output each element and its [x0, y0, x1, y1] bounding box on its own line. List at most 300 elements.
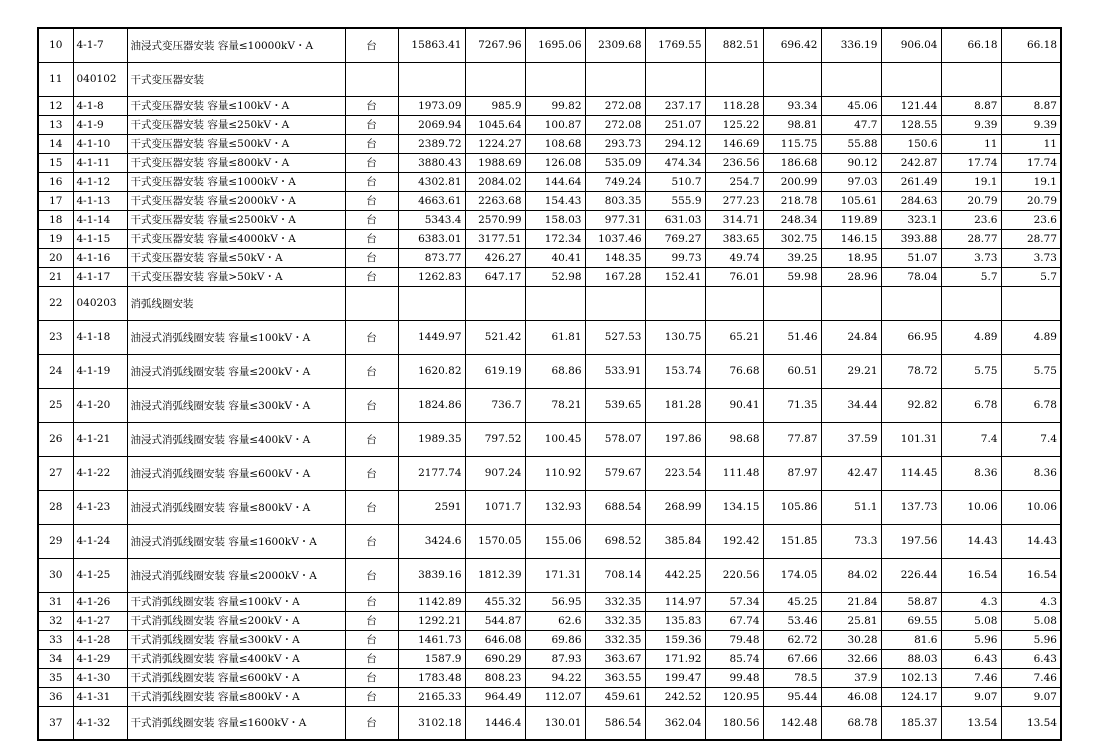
- value-cell: 172.34: [525, 229, 585, 248]
- item-name: 油浸式变压器安装 容量≤10000kV・A: [127, 28, 345, 62]
- row-number: 34: [38, 649, 73, 668]
- row-number: 10: [38, 28, 73, 62]
- value-cell: 99.82: [525, 96, 585, 115]
- value-cell: 158.03: [525, 210, 585, 229]
- value-cell: 20.79: [1001, 191, 1061, 210]
- value-cell: 146.69: [705, 134, 763, 153]
- quota-code: 4-1-30: [73, 668, 127, 687]
- item-name: 干式变压器安装 容量≤50kV・A: [127, 248, 345, 267]
- value-cell: 9.07: [941, 687, 1001, 706]
- item-name: 油浸式消弧线圈安装 容量≤300kV・A: [127, 388, 345, 422]
- table-row: [38, 191, 1061, 210]
- value-cell: 5.08: [1001, 611, 1061, 630]
- value-cell: 128.55: [881, 115, 941, 134]
- value-cell: 66.18: [1001, 28, 1061, 62]
- unit: 台: [345, 649, 398, 668]
- value-cell: 17.74: [1001, 153, 1061, 172]
- value-cell: 272.08: [585, 115, 645, 134]
- value-cell: 9.07: [1001, 687, 1061, 706]
- value-cell: 2591: [398, 490, 465, 524]
- value-cell: 101.31: [881, 422, 941, 456]
- value-cell: 7.4: [1001, 422, 1061, 456]
- value-cell: 130.75: [645, 320, 705, 354]
- value-cell: 363.67: [585, 649, 645, 668]
- value-cell: 5.7: [1001, 267, 1061, 286]
- item-name: 干式消弧线圈安装 容量≤800kV・A: [127, 687, 345, 706]
- quota-code: 4-1-20: [73, 388, 127, 422]
- table-row: [38, 611, 1061, 630]
- row-number: 13: [38, 115, 73, 134]
- value-cell: [881, 286, 941, 320]
- value-cell: 119.89: [821, 210, 881, 229]
- table-row: [38, 134, 1061, 153]
- value-cell: 68.86: [525, 354, 585, 388]
- quota-code: 4-1-26: [73, 592, 127, 611]
- value-cell: 4.89: [1001, 320, 1061, 354]
- value-cell: 76.68: [705, 354, 763, 388]
- value-cell: 200.99: [763, 172, 821, 191]
- value-cell: 5.08: [941, 611, 1001, 630]
- value-cell: 15863.41: [398, 28, 465, 62]
- value-cell: 3.73: [941, 248, 1001, 267]
- quota-code: 040203: [73, 286, 127, 320]
- value-cell: 1262.83: [398, 267, 465, 286]
- value-cell: 13.54: [941, 706, 1001, 740]
- item-name: 油浸式消弧线圈安装 容量≤200kV・A: [127, 354, 345, 388]
- value-cell: 749.24: [585, 172, 645, 191]
- value-cell: 277.23: [705, 191, 763, 210]
- value-cell: 34.44: [821, 388, 881, 422]
- value-cell: 1783.48: [398, 668, 465, 687]
- unit: 台: [345, 134, 398, 153]
- value-cell: 2084.02: [465, 172, 525, 191]
- value-cell: 135.83: [645, 611, 705, 630]
- quota-code: 4-1-24: [73, 524, 127, 558]
- value-cell: 20.79: [941, 191, 1001, 210]
- value-cell: [645, 286, 705, 320]
- value-cell: 37.59: [821, 422, 881, 456]
- value-cell: [525, 286, 585, 320]
- value-cell: 11: [941, 134, 1001, 153]
- value-cell: 151.85: [763, 524, 821, 558]
- item-name: 油浸式消弧线圈安装 容量≤400kV・A: [127, 422, 345, 456]
- value-cell: 242.87: [881, 153, 941, 172]
- value-cell: 690.29: [465, 649, 525, 668]
- value-cell: 336.19: [821, 28, 881, 62]
- value-cell: 426.27: [465, 248, 525, 267]
- value-cell: 9.39: [1001, 115, 1061, 134]
- value-cell: 51.46: [763, 320, 821, 354]
- value-cell: 28.77: [941, 229, 1001, 248]
- value-cell: 62.72: [763, 630, 821, 649]
- item-name: 干式变压器安装 容量>50kV・A: [127, 267, 345, 286]
- quota-code: 4-1-28: [73, 630, 127, 649]
- value-cell: 284.63: [881, 191, 941, 210]
- value-cell: 619.19: [465, 354, 525, 388]
- row-number: 37: [38, 706, 73, 740]
- item-name: 油浸式消弧线圈安装 容量≤100kV・A: [127, 320, 345, 354]
- item-name: 油浸式消弧线圈安装 容量≤2000kV・A: [127, 558, 345, 592]
- value-cell: 521.42: [465, 320, 525, 354]
- row-number: 29: [38, 524, 73, 558]
- value-cell: 1224.27: [465, 134, 525, 153]
- value-cell: 533.91: [585, 354, 645, 388]
- quota-code: 4-1-29: [73, 649, 127, 668]
- value-cell: 254.7: [705, 172, 763, 191]
- value-cell: 84.02: [821, 558, 881, 592]
- value-cell: 294.12: [645, 134, 705, 153]
- value-cell: 555.9: [645, 191, 705, 210]
- row-number: 17: [38, 191, 73, 210]
- value-cell: 130.01: [525, 706, 585, 740]
- unit: 台: [345, 248, 398, 267]
- value-cell: 137.73: [881, 490, 941, 524]
- value-cell: 5.75: [1001, 354, 1061, 388]
- value-cell: 7.4: [941, 422, 1001, 456]
- value-cell: 142.48: [763, 706, 821, 740]
- value-cell: 455.32: [465, 592, 525, 611]
- value-cell: 108.68: [525, 134, 585, 153]
- unit: 台: [345, 422, 398, 456]
- value-cell: 199.47: [645, 668, 705, 687]
- value-cell: 3839.16: [398, 558, 465, 592]
- value-cell: 1461.73: [398, 630, 465, 649]
- value-cell: 78.21: [525, 388, 585, 422]
- table-row: [38, 267, 1061, 286]
- value-cell: 332.35: [585, 611, 645, 630]
- table-row: [38, 422, 1061, 456]
- unit: 台: [345, 210, 398, 229]
- table-row: [38, 320, 1061, 354]
- table-row: [38, 153, 1061, 172]
- value-cell: 197.86: [645, 422, 705, 456]
- value-cell: 1446.4: [465, 706, 525, 740]
- table-row: [38, 96, 1061, 115]
- quota-code: 4-1-15: [73, 229, 127, 248]
- value-cell: 167.28: [585, 267, 645, 286]
- value-cell: 1570.05: [465, 524, 525, 558]
- value-cell: 69.86: [525, 630, 585, 649]
- value-cell: 708.14: [585, 558, 645, 592]
- value-cell: 59.98: [763, 267, 821, 286]
- value-cell: 100.87: [525, 115, 585, 134]
- value-cell: 544.87: [465, 611, 525, 630]
- value-cell: 1071.7: [465, 490, 525, 524]
- row-number: 26: [38, 422, 73, 456]
- value-cell: 97.03: [821, 172, 881, 191]
- value-cell: 148.35: [585, 248, 645, 267]
- value-cell: 197.56: [881, 524, 941, 558]
- value-cell: 7.46: [1001, 668, 1061, 687]
- value-cell: 49.74: [705, 248, 763, 267]
- value-cell: [941, 62, 1001, 96]
- unit: 台: [345, 191, 398, 210]
- table-row: [38, 687, 1061, 706]
- value-cell: 23.6: [1001, 210, 1061, 229]
- value-cell: [465, 62, 525, 96]
- quota-code: 4-1-12: [73, 172, 127, 191]
- value-cell: [465, 286, 525, 320]
- quota-code: 4-1-21: [73, 422, 127, 456]
- value-cell: [821, 286, 881, 320]
- unit: 台: [345, 153, 398, 172]
- value-cell: [941, 286, 1001, 320]
- item-name: 干式消弧线圈安装 容量≤200kV・A: [127, 611, 345, 630]
- table-row: [38, 524, 1061, 558]
- table-row: [38, 490, 1061, 524]
- value-cell: 19.1: [941, 172, 1001, 191]
- quota-code: 4-1-16: [73, 248, 127, 267]
- value-cell: 8.36: [1001, 456, 1061, 490]
- value-cell: 19.1: [1001, 172, 1061, 191]
- unit: 台: [345, 172, 398, 191]
- value-cell: 52.98: [525, 267, 585, 286]
- value-cell: 1812.39: [465, 558, 525, 592]
- unit: 台: [345, 96, 398, 115]
- value-cell: 155.06: [525, 524, 585, 558]
- unit: 台: [345, 668, 398, 687]
- row-number: 15: [38, 153, 73, 172]
- item-name: 干式变压器安装 容量≤4000kV・A: [127, 229, 345, 248]
- quota-code: 4-1-31: [73, 687, 127, 706]
- unit: 台: [345, 456, 398, 490]
- value-cell: 539.65: [585, 388, 645, 422]
- value-cell: 78.5: [763, 668, 821, 687]
- value-cell: 57.34: [705, 592, 763, 611]
- value-cell: 646.08: [465, 630, 525, 649]
- item-name: 干式变压器安装 容量≤2000kV・A: [127, 191, 345, 210]
- value-cell: 185.37: [881, 706, 941, 740]
- value-cell: [645, 62, 705, 96]
- row-number: 33: [38, 630, 73, 649]
- value-cell: 332.35: [585, 592, 645, 611]
- value-cell: 363.55: [585, 668, 645, 687]
- unit: 台: [345, 687, 398, 706]
- value-cell: 62.6: [525, 611, 585, 630]
- row-number: 30: [38, 558, 73, 592]
- value-cell: 192.42: [705, 524, 763, 558]
- unit: 台: [345, 558, 398, 592]
- table-row: [38, 248, 1061, 267]
- value-cell: 272.08: [585, 96, 645, 115]
- value-cell: 696.42: [763, 28, 821, 62]
- value-cell: 9.39: [941, 115, 1001, 134]
- value-cell: 2177.74: [398, 456, 465, 490]
- value-cell: 8.87: [1001, 96, 1061, 115]
- value-cell: 28.77: [1001, 229, 1061, 248]
- table-row: [38, 229, 1061, 248]
- table-row: [38, 592, 1061, 611]
- value-cell: 93.34: [763, 96, 821, 115]
- value-cell: 92.82: [881, 388, 941, 422]
- value-cell: 5.75: [941, 354, 1001, 388]
- item-name: 油浸式消弧线圈安装 容量≤600kV・A: [127, 456, 345, 490]
- item-name: 油浸式消弧线圈安装 容量≤800kV・A: [127, 490, 345, 524]
- value-cell: 4.3: [1001, 592, 1061, 611]
- value-cell: 110.92: [525, 456, 585, 490]
- value-cell: 4302.81: [398, 172, 465, 191]
- row-number: 27: [38, 456, 73, 490]
- value-cell: 8.36: [941, 456, 1001, 490]
- value-cell: 236.56: [705, 153, 763, 172]
- value-cell: [763, 62, 821, 96]
- value-cell: 1988.69: [465, 153, 525, 172]
- quota-code: 4-1-14: [73, 210, 127, 229]
- value-cell: 150.6: [881, 134, 941, 153]
- value-cell: 61.81: [525, 320, 585, 354]
- quota-table: [37, 27, 1062, 741]
- row-number: 20: [38, 248, 73, 267]
- value-cell: 153.74: [645, 354, 705, 388]
- value-cell: [585, 62, 645, 96]
- value-cell: 6.43: [941, 649, 1001, 668]
- value-cell: 4663.61: [398, 191, 465, 210]
- row-number: 31: [38, 592, 73, 611]
- value-cell: 46.08: [821, 687, 881, 706]
- value-cell: 314.71: [705, 210, 763, 229]
- value-cell: 10.06: [1001, 490, 1061, 524]
- value-cell: 51.1: [821, 490, 881, 524]
- value-cell: 218.78: [763, 191, 821, 210]
- value-cell: 383.65: [705, 229, 763, 248]
- item-name: 干式消弧线圈安装 容量≤1600kV・A: [127, 706, 345, 740]
- value-cell: 77.87: [763, 422, 821, 456]
- value-cell: 98.68: [705, 422, 763, 456]
- value-cell: 873.77: [398, 248, 465, 267]
- value-cell: 5.7: [941, 267, 1001, 286]
- value-cell: 6.78: [941, 388, 1001, 422]
- value-cell: 393.88: [881, 229, 941, 248]
- value-cell: 146.15: [821, 229, 881, 248]
- value-cell: 154.43: [525, 191, 585, 210]
- unit: 台: [345, 115, 398, 134]
- value-cell: 332.35: [585, 630, 645, 649]
- value-cell: 977.31: [585, 210, 645, 229]
- value-cell: 803.35: [585, 191, 645, 210]
- value-cell: [398, 62, 465, 96]
- value-cell: 171.92: [645, 649, 705, 668]
- value-cell: [705, 62, 763, 96]
- value-cell: 3177.51: [465, 229, 525, 248]
- value-cell: 1620.82: [398, 354, 465, 388]
- table-row: [38, 668, 1061, 687]
- value-cell: 474.34: [645, 153, 705, 172]
- value-cell: 45.06: [821, 96, 881, 115]
- unit: 台: [345, 267, 398, 286]
- table-row: [38, 456, 1061, 490]
- value-cell: 114.97: [645, 592, 705, 611]
- value-cell: 67.74: [705, 611, 763, 630]
- item-name: 干式变压器安装 容量≤1000kV・A: [127, 172, 345, 191]
- value-cell: 4.3: [941, 592, 1001, 611]
- value-cell: 3880.43: [398, 153, 465, 172]
- table-row: [38, 706, 1061, 740]
- value-cell: 5.96: [941, 630, 1001, 649]
- value-cell: 171.31: [525, 558, 585, 592]
- value-cell: 985.9: [465, 96, 525, 115]
- value-cell: 1292.21: [398, 611, 465, 630]
- value-cell: 586.54: [585, 706, 645, 740]
- value-cell: 1695.06: [525, 28, 585, 62]
- row-number: 32: [38, 611, 73, 630]
- item-name: 消弧线圈安装: [127, 286, 345, 320]
- value-cell: 159.36: [645, 630, 705, 649]
- value-cell: 2069.94: [398, 115, 465, 134]
- quota-code: 4-1-10: [73, 134, 127, 153]
- row-number: 14: [38, 134, 73, 153]
- row-number: 28: [38, 490, 73, 524]
- value-cell: [1001, 286, 1061, 320]
- value-cell: 78.04: [881, 267, 941, 286]
- value-cell: 442.25: [645, 558, 705, 592]
- value-cell: 385.84: [645, 524, 705, 558]
- value-cell: 111.48: [705, 456, 763, 490]
- value-cell: 21.84: [821, 592, 881, 611]
- row-number: 16: [38, 172, 73, 191]
- value-cell: 882.51: [705, 28, 763, 62]
- value-cell: 30.28: [821, 630, 881, 649]
- unit: 台: [345, 28, 398, 62]
- value-cell: 37.9: [821, 668, 881, 687]
- value-cell: 24.84: [821, 320, 881, 354]
- value-cell: 66.18: [941, 28, 1001, 62]
- value-cell: [1001, 62, 1061, 96]
- value-cell: 105.61: [821, 191, 881, 210]
- value-cell: 51.07: [881, 248, 941, 267]
- table-body: [38, 28, 1061, 740]
- value-cell: 1037.46: [585, 229, 645, 248]
- item-name: 干式消弧线圈安装 容量≤300kV・A: [127, 630, 345, 649]
- value-cell: 55.88: [821, 134, 881, 153]
- value-cell: 736.7: [465, 388, 525, 422]
- value-cell: 631.03: [645, 210, 705, 229]
- value-cell: [881, 62, 941, 96]
- value-cell: 87.93: [525, 649, 585, 668]
- value-cell: 18.95: [821, 248, 881, 267]
- value-cell: 68.78: [821, 706, 881, 740]
- row-number: 12: [38, 96, 73, 115]
- table-row: [38, 388, 1061, 422]
- value-cell: 102.13: [881, 668, 941, 687]
- value-cell: 13.54: [1001, 706, 1061, 740]
- value-cell: 25.81: [821, 611, 881, 630]
- value-cell: 174.05: [763, 558, 821, 592]
- value-cell: 99.48: [705, 668, 763, 687]
- item-name: 干式消弧线圈安装 容量≤600kV・A: [127, 668, 345, 687]
- item-name: 干式变压器安装 容量≤500kV・A: [127, 134, 345, 153]
- value-cell: 28.96: [821, 267, 881, 286]
- value-cell: 144.64: [525, 172, 585, 191]
- value-cell: 688.54: [585, 490, 645, 524]
- value-cell: 1824.86: [398, 388, 465, 422]
- value-cell: 2570.99: [465, 210, 525, 229]
- value-cell: 535.09: [585, 153, 645, 172]
- row-number: 23: [38, 320, 73, 354]
- value-cell: 223.54: [645, 456, 705, 490]
- value-cell: 1449.97: [398, 320, 465, 354]
- unit: 台: [345, 354, 398, 388]
- value-cell: 115.75: [763, 134, 821, 153]
- value-cell: 7267.96: [465, 28, 525, 62]
- value-cell: 69.55: [881, 611, 941, 630]
- quota-code: 4-1-17: [73, 267, 127, 286]
- quota-code: 4-1-23: [73, 490, 127, 524]
- value-cell: 99.73: [645, 248, 705, 267]
- value-cell: 11: [1001, 134, 1061, 153]
- value-cell: 6.78: [1001, 388, 1061, 422]
- value-cell: 964.49: [465, 687, 525, 706]
- value-cell: 40.41: [525, 248, 585, 267]
